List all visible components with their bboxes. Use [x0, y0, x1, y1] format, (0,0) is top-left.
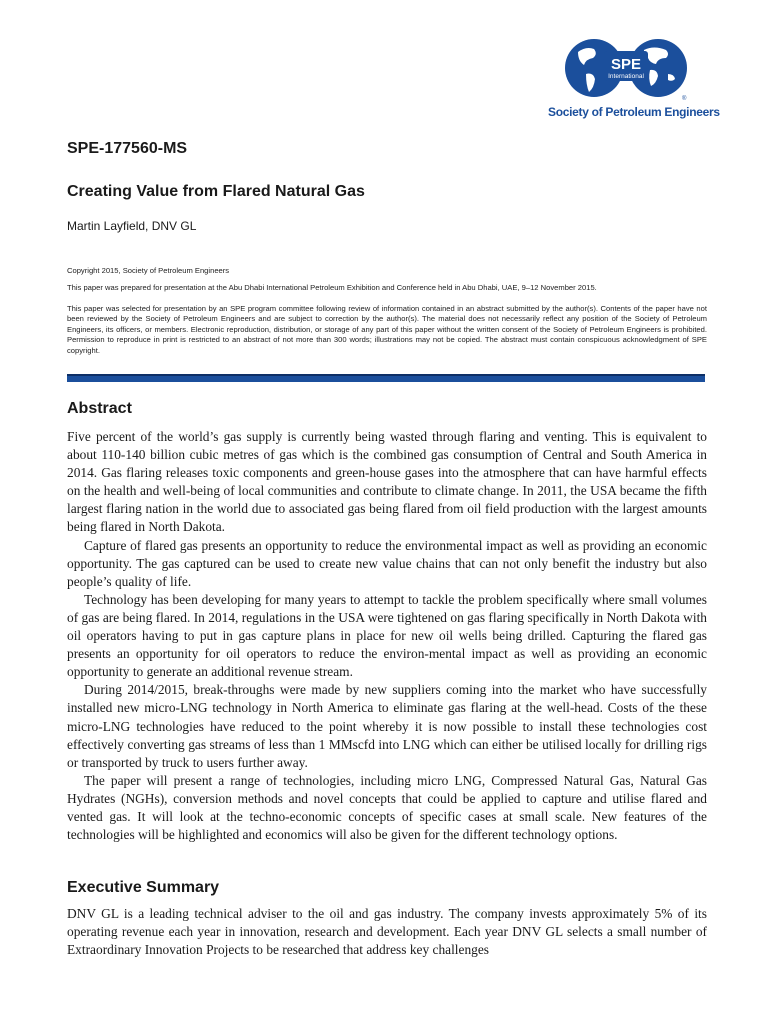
section-divider: [67, 374, 705, 382]
registered-mark: ®: [682, 96, 687, 102]
society-name: Society of Petroleum Engineers: [548, 105, 720, 119]
abstract-paragraph: During 2014/2015, break-throughs were made by new suppliers coming into the market who have successfully installed new micro-LNG technology in North America to eliminate gas flaring at the well-head. Costs of the these micro-LNG technologies have reduced to the point whereby it is now possible to install these technologies cost effectively converting gas streams of less than 1 MMscfd into LNG which can either be utilised locally for drilling rigs or transported by truck to users further away.: [67, 682, 707, 770]
presentation-notice: This paper was prepared for presentation at the Abu Dhabi International Petroleum Exhibition and Conference held in Abu Dhabi, UAE, 9–12 November 2015.: [67, 283, 597, 292]
paper-id: SPE-177560-MS: [67, 140, 188, 157]
copyright-notice: Copyright 2015, Society of Petroleum Engineers: [67, 266, 230, 275]
spe-logo: [542, 30, 720, 122]
badge-main-text: SPE: [610, 56, 642, 73]
executive-summary-paragraph: DNV GL is a leading technical adviser to the oil and gas industry. The company invests approximately 5% of its operating revenue each year in innovation, research and development. Each year DNV GL selects a small number of Extraordinary Innovation Projects to be researched that address key challenges: [67, 906, 707, 958]
abstract-body: [67, 428, 707, 844]
abstract-paragraph: The paper will present a range of technologies, including micro LNG, Compressed Natural Gas, Natural Gas Hydrates (NGHs), conversion methods and novel concepts that could be applied to capture and utilise flared and vented gas. It will look at the techno-economic concepts of specific cases at small scale. New features of the technologies will be highlighted and economics will also be given for the different technology options.: [67, 772, 707, 843]
abstract-paragraph: Technology has been developing for many years to attempt to tackle the problem specifically where small volumes of gas are being flared. In 2014, regulations in the USA were tightened on gas flaring specifically in North Dakota with oil operators having to put in gas capture plans in place for new oil wells being drilled. Capturing the flared gas presents an opportunity for oil operators to reduce the environ-mental impact as well as providing an economic opportunity to generate an additional revenue stream.: [67, 591, 707, 680]
badge-sub-text: International: [608, 73, 644, 80]
selection-notice: This paper was selected for presentation by an SPE program committee following review of information contained in an abstract submitted by the author(s). Contents of the paper have not been reviewed by the Society of Petroleum Engineers and are subject to correction by the author(s). The material does not necessarily reflect any position of the Society of Petroleum Engineers, its officers, or members. Electronic reproduction, distribution, or storage of any part of this paper without the written consent of the Society of Petroleum Engineers is prohibited. Permission to reproduce in print is restricted to an abstract of not more than 300 words; illustrations may not be copied. The abstract must contain conspicuous acknowledgment of SPE copyright.: [67, 304, 707, 355]
globe-icon: [564, 30, 688, 106]
abstract-paragraph: Capture of flared gas presents an opportunity to reduce the environmental impact as well as providing an economic opportunity. The gas captured can be used to create new value chains that can not only benefit the industry but also people’s quality of life.: [67, 537, 707, 589]
executive-summary-body: [67, 905, 707, 959]
abstract-paragraph: Five percent of the world’s gas supply is currently being wasted through flaring and venting. This is equivalent to about 110-140 billion cubic metres of gas which is the combined gas consumption of Central and South America in 2014. Gas flaring releases toxic components and green-house gases into the atmosphere that can have harmful effects on the health and well-being of local communities and contribute to climate change. In 2011, the USA became the fifth largest flaring nation in the world due to associated gas being flared from oil field production with the largest amounts being flared in North Dakota.: [67, 429, 707, 535]
abstract-heading: Abstract: [67, 400, 132, 417]
paper-author: Martin Layfield, DNV GL: [67, 219, 197, 233]
executive-summary-heading: Executive Summary: [67, 879, 220, 896]
paper-title: Creating Value from Flared Natural Gas: [67, 183, 365, 200]
